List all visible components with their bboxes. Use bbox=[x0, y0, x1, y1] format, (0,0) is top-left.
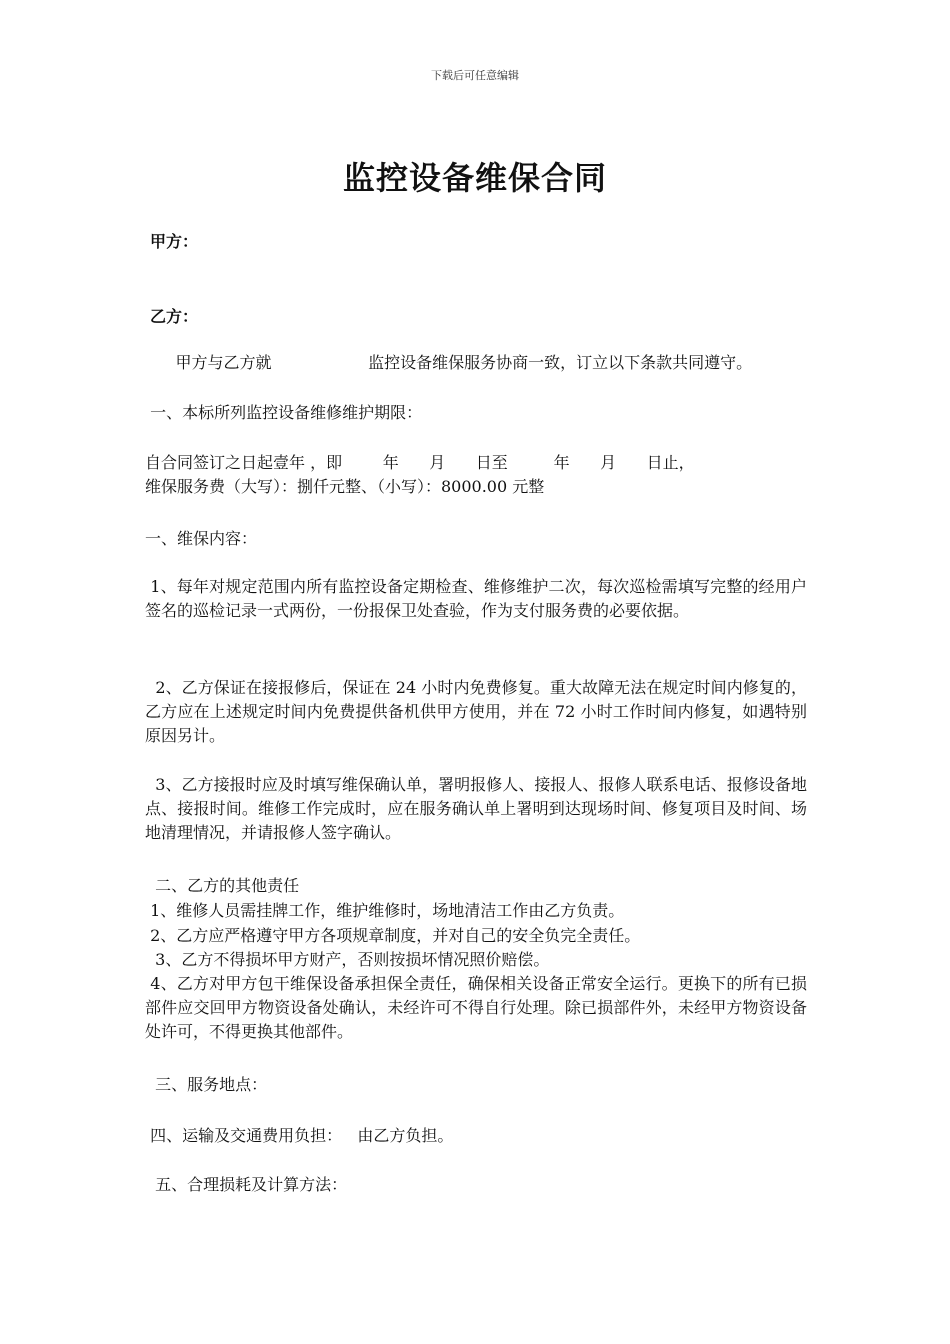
fee-line: 维保服务费（大写）：捌仟元整、（小写）：8000.00 元整 bbox=[145, 477, 545, 496]
section-transport-heading: 四、运输及交通费用负担： 由乙方负担。 bbox=[145, 1126, 454, 1145]
section-loss-heading: 五、合理损耗及计算方法： bbox=[145, 1175, 348, 1194]
content-item-2: 2、乙方保证在接报修后，保证在 24 小时内免费修复。重大故障无法在规定时间内修复的，乙方应在上述规定时间内免费提供备机供甲方使用，并在 72 小时工作时间内修复，如遇特别原因另计。 bbox=[145, 678, 808, 745]
section-period-heading: 一、本标所列监控设备维修维护期限： bbox=[145, 403, 423, 422]
party-b-label: 乙方： bbox=[150, 307, 199, 326]
header-note: 下载后可任意编辑 bbox=[431, 69, 519, 82]
section-location-heading: 三、服务地点： bbox=[145, 1075, 268, 1094]
other-item-4: 4、乙方对甲方包干维保设备承担保全责任，确保相关设备正常安全运行。更换下的所有已损部件应交回甲方物资设备处确认，未经许可不得自行处理。除已损部件外，未经甲方物资设备处许可，不得更换其他部件。 bbox=[145, 974, 807, 1041]
intro-paragraph: 甲方与乙方就 监控设备维保服务协商一致，订立以下条款共同遵守。 bbox=[145, 353, 753, 372]
other-item-1: 1、维修人员需挂牌工作，维护维修时，场地清洁工作由乙方负责。 bbox=[145, 901, 625, 920]
party-a-label: 甲方： bbox=[150, 232, 199, 251]
section-other-heading: 二、乙方的其他责任 bbox=[145, 876, 300, 895]
content-item-3: 3、乙方接报时应及时填写维保确认单，署明报修人、接报人、报修人联系电话、报修设备地点、接报时间。维修工作完成时，应在服务确认单上署明到达现场时间、修复项目及时间、场地清理情况，并请报修人签字确认。 bbox=[145, 775, 807, 842]
section-content-heading: 一、维保内容： bbox=[145, 529, 258, 548]
period-line: 自合同签订之日起壹年 ，即 年 月 日至 年 月 日止， bbox=[145, 453, 695, 472]
page-title: 监控设备维保合同 bbox=[342, 159, 607, 197]
content-item-1: 1、每年对规定范围内所有监控设备定期检查、维修维护二次，每次巡检需填写完整的经用户签名的巡检记录一式两份，一份报保卫处查验，作为支付服务费的必要依据。 bbox=[145, 577, 807, 620]
other-item-2: 2、乙方应严格遵守甲方各项规章制度，并对自己的安全负完全责任。 bbox=[145, 926, 641, 945]
other-item-3: 3、乙方不得损坏甲方财产，否则按损坏情况照价赔偿。 bbox=[145, 950, 550, 969]
